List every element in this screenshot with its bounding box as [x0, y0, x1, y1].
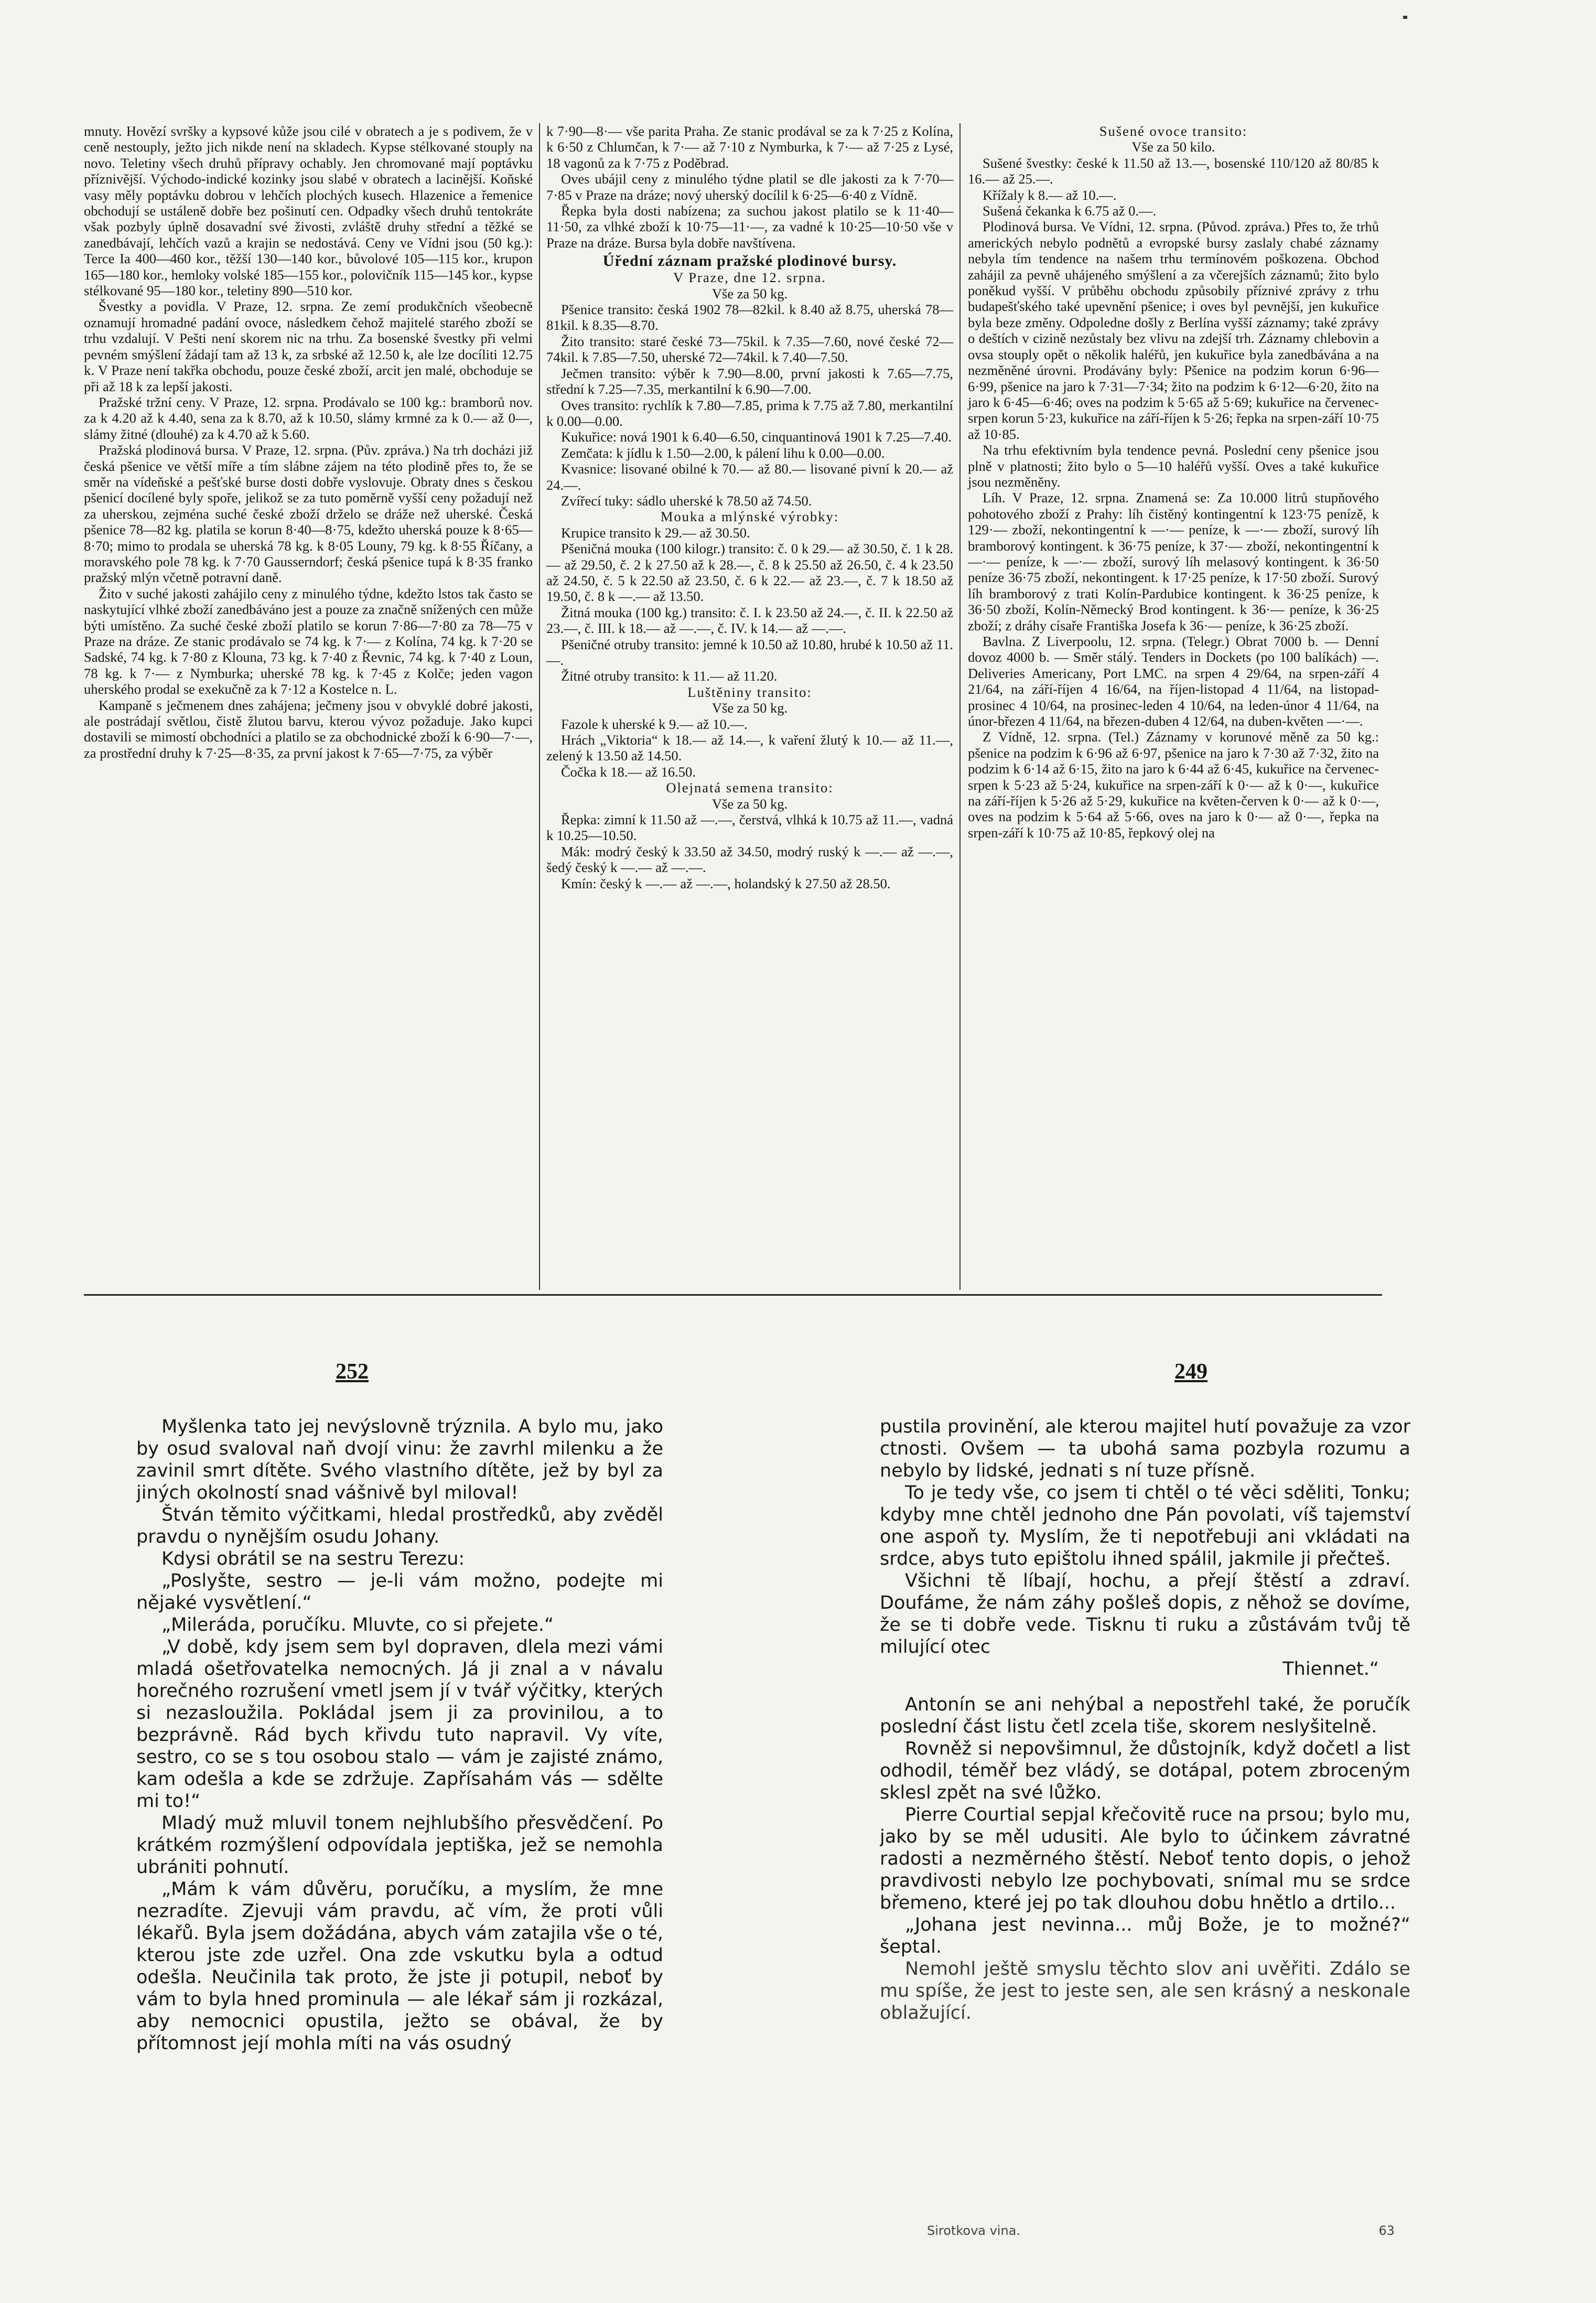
- report-paragraph: Žito v suché jakosti zahájilo ceny z minulého týdne, kdežto lstos tak často se naskytující vlhké zboží zanedbáváno jest a pouze za značně snížených cen může býti umístěno. Za suché české zboží platilo se korun 7·86—7·80 za 78—75 v Praze na dráze. Ze stanic prodávalo se 74 kg. k 7·— z Kolína, 74 kg. k 7·20 se Sadské, 74 kg. k 7·80 z Klouna, 73 kg. k 7·40 z Řevnic, 74 kg. k 7·40 z Loun, 78 kg. k 7·— z Nymburka; uherské 78 kg. k 7·45 z Kolče; jeden vagon uherského prodal se exekučně za k 7·12 a Kostelce n. L.: [84, 585, 533, 697]
- price-line: Žitná mouka (100 kg.) transito: č. I. k 23.50 až 24.—, č. II. k 22.50 až 23.—, č. III. k 18.— až —.—, č. IV. k 14.— až —.—.: [546, 604, 953, 637]
- report-paragraph: Pražská plodinová bursa. V Praze, 12. srpna. (Pův. zpráva.) Na trh docházi již česká pšenice ve větší míře a tím slábne zájem na této plodině přes to, že se směr na vídeňské a pešťské burse dosti dobře vyslovuje. Obraty dnes s českou pšenicí docílené byly spoře, jelikož se za tuto poměrně vyšší ceny požadují než za uherskou, zejména suché české zboží drželo se dráže než uherské. Česká pšenice 78—82 kg. platila se korun 8·40—8·75, kdežto uherská pouze k 8·65—8·70; mimo to prodala se uherská 78 kg. k 8·05 Louny, 79 kg. k 8·55 Říčany, a moravského pole 78 kg. k 7·70 Gausserndorf; česká pšenice tupá k 8·35 franko pražský mlýn včetně potravní daně.: [84, 442, 533, 586]
- price-line: Pšeničná mouka (100 kilogr.) transito: č. 0 k 29.— až 30.50, č. 1 k 28.— až 29.50, č. 2 k 27.50 až k 28.—, č. 8 k 25.50 až 26.50, č. 4 k 23.50 až 24.50, č. 5 k 22.50 až 23.50, č. 6 k 22.— až 23.—, č. 7 k 18.50 až 19.50, č. 8 k —.— až 13.50.: [546, 541, 953, 605]
- novel-paragraph: To je tedy vše, co jsem ti chtěl o té věci sděliti, Tonku; kdyby mne chtěl jednoho dne Pán povolati, víš tajemství one aspoň ty. Myslím, že ti nepotřebuji ani vkládati na srdce, abys tuto epištolu ihned spálil, jakmile ji přečteš.: [880, 1482, 1410, 1569]
- page-number-left: 252: [336, 1360, 369, 1384]
- price-line: Pšeničné otruby transito: jemné k 10.50 až 10.80, hrubé k 10.50 až 11.—.: [546, 636, 953, 668]
- subheading: Luštěniny transito:: [687, 684, 812, 700]
- report-column-2: [539, 123, 959, 1290]
- subheading: Olejnatá semena transito:: [666, 780, 834, 796]
- section-divider: [84, 1294, 1382, 1296]
- page-number-right: 249: [1174, 1360, 1207, 1384]
- novel-paragraph: „Mileráda, poručíku. Mluvte, co si přejete.“: [161, 1615, 554, 1635]
- feuilleton-column-left: [136, 1416, 663, 2223]
- footer-sheet-number: 63: [1378, 2223, 1395, 2238]
- price-line: Pšenice transito: česká 1902 78—82kil. k 8.40 až 8.75, uherská 78—81kil. k 8.35—8.70.: [546, 302, 953, 333]
- print-speck: [1403, 16, 1407, 19]
- report-column-1: [84, 123, 539, 1290]
- price-line: Křížaly k 8.— až 10.—.: [983, 187, 1117, 203]
- market-report: [84, 123, 1379, 1290]
- letter-signature-line: [880, 1658, 1410, 1680]
- feuilleton-column-right: [880, 1416, 1410, 2223]
- novel-paragraph: Nemohl ještě smyslu těchto slov ani uvěřiti. Zdálo se mu spíše, že jest to jeste sen, ale sen krásný a neskonale oblažující.: [880, 1958, 1410, 2024]
- subheading: Sušené ovoce transito:: [1099, 123, 1248, 139]
- price-line: Řepka: zimní k 11.50 až —.—, čerstvá, vlhká k 10.75 až 11.—, vadná k 10.25—10.50.: [546, 812, 953, 844]
- price-line: Zvířecí tuky: sádlo uherské k 78.50 až 74.50.: [561, 492, 812, 509]
- price-line: Fazole k uherské k 9.— až 10.—.: [561, 716, 748, 732]
- report-paragraph: Líh. V Praze, 12. srpna. Znamená se: Za 10.000 litrů stupňového pohotového zboží z Prahy: líh čistěný kontingentní k 123·75 penízě, k 129·— zboží, nekontingentní k —·— peníze, k —·— zboží, surový líh bramborový kontingent. k 36·75 peníze, k 37·— zboží, nekontingentní k —·— peníze, k —·— zboží, surový líh melasový kontingent. k 36·50 peníze 36·75 zboží, nekontingent. k 17·25 peníze, k 17·50 zboží. Surový líh bramborový z trati Kolín-Pardubice kontingent. k 36·25 peníze, k 36·50 zboží, Kolín-Německý Brod kontingent. k 36·— peníze, k 36·25 zboží; z dráhy císaře Františka Josefa k 36·— peníze, k 36·25 zboží.: [968, 490, 1379, 633]
- novel-paragraph: Štván těmito výčitkami, hledal prostředků, aby zvěděl pravdu o nynějším osudu Johany.: [136, 1504, 663, 1547]
- report-paragraph: Švestky a povidla. V Praze, 12. srpna. Ze zemí produkčních všeobecně oznamují hromadné padání ovoce, následkem čehož majitelé starého zboží se trhu vzdalují. V Pešti není skorem nic na trhu. Za bosenské švestky při velmi pevném smýšlení žádají tam až 13 k, za srbské až 12.50 k, ale lze docíliti 12.75 k. V Praze není takřka obchodu, pouze české zboží, arcit jen malé, obchoduje se při až 18 k za lepší jakosti.: [84, 298, 533, 394]
- report-paragraph: mnuty. Hovězí svršky a kypsové kůže jsou cilé v obratech a je s podivem, že v ceně nestouply, ježto jich nikde není na skladech. Kypse stélkované stouply na novo. Teletiny všech druhů přípravy ochably. Jen chromované mají poptávku příznivější. Východo-indické kozinky jsou slabé v obratech a lacinější. Koňské vasy měly poptávku dobrou v lehčích plochých kusech. Hlazenice a řemenice obchodují se ustáleně dobře bez pošinutí cen. Odpadky všech druhů tentokráte však pozbyly úplně dosavadní své živosti, zvláště druhy střední a těžké se zanedbávají, lehčích vazů a krajin se nedostává. Ceny ve Vídni jsou (50 kg.): Terce Ia 400—460 kor., těžší 130—140 kor., bůvolové 105—115 kor., krupon 165—180 kor., hemloky volské 185—155 kor., polovičník 115—145 kor., kypse stélkované 95—180 kor., teletiny 890—510 kor.: [84, 123, 533, 299]
- unit-note: Vše za 50 kg.: [711, 285, 788, 302]
- price-line: Sušená čekanka k 6.75 až 0.—.: [983, 203, 1157, 219]
- footer-title: Sirotkova vina.: [927, 2223, 1021, 2238]
- novel-paragraph: pustila provinění, ale kterou majitel hutí považuje za vzor ctnosti. Ovšem — ta ubohá sama pozbyla rozumu a nebylo by lidské, jednati s ní tuze přísně.: [880, 1416, 1410, 1481]
- report-column-3: [959, 123, 1379, 1290]
- price-line: Kvasnice: lisované obilné k 70.— až 80.— lisované pivní k 20.— až 24.—.: [546, 461, 953, 493]
- price-line: Žito transito: staré české 73—75kil. k 7.35—7.60, nové české 72—74kil. k 7.85—7.50, uherské 72—74kil. k 7.40—7.50.: [546, 333, 953, 365]
- price-line: Krupice transito k 29.— až 30.50.: [561, 524, 750, 541]
- letter-signature: Thiennet.“: [1282, 1659, 1379, 1680]
- report-paragraph: Plodinová bursa. Ve Vídni, 12. srpna. (Původ. zpráva.) Přes to, že trhů amerických nebylo podnětů a evropské bursy zaslaly chabé záznamy nebyla tím tendence na našem trhu termínovém poškozena. Obchod zahájil za pevně uhájeného smýšlení a za včerejších záznamů; žito bylo poněkud vyšší. V průběhu obchodu způsobily příznivé zprávy z trhu budapešťského také upevnění pšenice; i oves byl pevnější, jen kukuřice byla beze změny. Odpoledne došly z Berlína vyšší záznamy; také zprávy o deštích v cizině nezůstaly bez vlivu na zdejší trh. Záznamy chlebovin a ovsa stouply opět o několik haléřů, jen kukuřice byla zanedbávána a na nezměněné úrovni. Prodávány byly: Pšenice na podzim korun 6·96—6·99, pšenice na jaro k 7·31—7·34; žito na podzim k 6·12—6·20, žito na jaro k 6·45—6·46; oves na podzim k 5·65 až 5·69; kukuřice na červenec-srpen korun 5·23, kukuřice na září-říjen k 5·26; řepka na srpen-září 10·75 až 10·85.: [968, 219, 1379, 442]
- novel-paragraph: „Poslyšte, sestro — je-li vám možno, podejte mi nějaké vysvětlení.“: [136, 1570, 663, 1613]
- report-paragraph: k 7·90—8·— vše parita Praha. Ze stanic prodával se za k 7·25 z Kolína, k 6·50 z Chlumčan, k 7·— až 7·10 z Nymburka, k 7·— až 7·25 z Lysé, 18 vagonů za k 7·75 z Poděbrad.: [546, 123, 953, 171]
- report-paragraph: Oves ubájil ceny z minulého týdne platil se dle jakosti za k 7·70—7·85 v Praze na dráze; nový uherský docílil k 6·25—6·40 z Vídně.: [546, 171, 953, 203]
- report-paragraph: Na trhu efektivním byla tendence pevná. Poslední ceny pšenice jsou plně v platnosti; žito bylo o 5—10 haléřů vyšší. Oves a také kukuřice jsou nezměněny.: [968, 442, 1379, 490]
- price-line: Mák: modrý český k 33.50 až 34.50, modrý ruský k —.— až —.—, šedý český k —.— až —.—.: [546, 843, 953, 876]
- novel-paragraph: Myšlenka tato jej nevýslovně trýznila. A bylo mu, jako by osud svaloval naň dvojí vinu: že zavrhl milenku a že zavinil smrt dítěte. Svého vlastního dítěte, jež by byl za jiných okolností snad vášnivě byl miloval!: [136, 1416, 663, 1503]
- novel-paragraph: Pierre Courtial sepjal křečovitě ruce na prsou; bylo mu, jako by se měl udusiti. Ale bylo to účinkem závratné radosti a nezměrného štěstí. Neboť tento dopis, o jehož pravdivosti nebylo lze pochybovati, snímal mu se srdce břemeno, které jej po tak dlouhou dobu hnětlo a drtilo...: [880, 1804, 1410, 1913]
- unit-note: Vše za 50 kilo.: [1131, 139, 1215, 155]
- novel-paragraph: „Johana jest nevinna... můj Bože, je to možné?“ šeptal.: [880, 1914, 1410, 1957]
- price-line: Ječmen transito: výběr k 7.90—8.00, první jakosti k 7.65—7.75, střední k 7.25—7.35, merkantilní k 6.90—7.00.: [546, 365, 953, 397]
- unit-note: Vše za 50 kg.: [711, 700, 788, 716]
- price-line: Žitné otruby transito: k 11.— až 11.20.: [561, 668, 778, 684]
- subheading: Mouka a mlýnské výrobky:: [660, 509, 839, 525]
- report-paragraph: Bavlna. Z Liverpoolu, 12. srpna. (Telegr.) Obrat 7000 b. — Denní dovoz 4000 b. — Směr stálý. Tenders in Dockets (po 100 balíkách) —. Deliveries Americany, Port LMC. na srpen 4 29/64, na srpen-září 4 21/64, na září-říjen 4 16/64, na říjen-listopad 4 11/64, na listopad-prosinec 4 10/64, na prosinec-leden 4 10/64, na leden-únor 4 11/64, na únor-březen 4 11/64, na březen-duben 4 12/64, na duben-květen —·—.: [968, 633, 1379, 729]
- price-line: Kmín: český k —.— až —.—, holandský k 27.50 až 28.50.: [561, 875, 891, 891]
- price-line: Sušené švestky: české k 11.50 až 13.—, bosenské 110/120 až 80/85 k 16.— až 25.—.: [968, 155, 1379, 187]
- price-line: Zemčata: k jídlu k 1.50—2.00, k pálení lihu k 0.00—0.00.: [561, 445, 885, 461]
- feuilleton-footer: [880, 2223, 1410, 2238]
- novel-paragraph: „Mám k vám důvěru, poručíku, a myslím, že mne nezradíte. Zjevuji vám pravdu, ač vím, že proti vůli lékařů. Byla jsem dožádána, abych vám zatajila vše o té, kterou jste zde uzřel. Ona zde vskutku byla a odtud odešla. Neučinila tak proto, že jste ji potupil, neboť by vám to byla hned prominula — ale lékař sám ji rozkázal, aby nemocnici opustila, ježto se obával, že by přítomnost její mohla míti na vás osudný: [136, 1879, 663, 2054]
- novel-paragraph: „V době, kdy jsem sem byl dopraven, dlela mezi vámi mladá ošetřovatelka nemocných. Já ji znal a v návalu horečného rozrušení vmetl jsem jí v tvář výčitky, kterých si nezasloužila. Pokládal jsem ji za provinilou, a to bezprávně. Rád bych křivdu tuto napravil. Vy víte, sestro, co se s tou osobou stalo — vám je zajisté známo, kam odešla a kde se zdržuje. Zapřísahám vás — sdělte mi to!“: [136, 1637, 663, 1812]
- novel-paragraph: Rovněž si nepovšimnul, že důstojník, když dočetl a list odhodil, téměř bez vládý, se dotápal, potem zbroceným sklesl zpět na své lůžko.: [880, 1738, 1410, 1803]
- section-heading: Úřední záznam pražské plodinové bursy.: [602, 252, 897, 270]
- novel-paragraph: Kdysi obrátil se na sestru Terezu:: [161, 1548, 465, 1569]
- price-line: Oves transito: rychlík k 7.80—7.85, prima k 7.75 až 7.80, merkantilní k 0.00—0.00.: [546, 397, 953, 429]
- report-paragraph: Řepka byla dosti nabízena; za suchou jakost platilo se k 11·40—11·50, za vlhké zboží k 10·75—11·—, za vadné k 10·25—10·50 vše v Praze na dráze. Bursa byla dobře navštívena.: [546, 203, 953, 251]
- report-paragraph: Kampaně s ječmenem dnes zahájena; ječmeny jsou v obvyklé dobré jakosti, ale postrádají světlou, čistě žlutou barvu, kterou vývoz požaduje. Jako kupci dostavili se mimostí obchodníci a platilo se za obchodnické zboží k 6·90—7·—, za prostřední druhy k 7·25—8·35, za první jakost k 7·65—7·75, za výběr: [84, 697, 533, 761]
- report-paragraph: Z Vídně, 12. srpna. (Tel.) Záznamy v korunové měně za 50 kg.: pšenice na podzim k 6·96 až 6·97, pšenice na jaro k 7·30 až 7·32, žito na podzim k 6·14 až 6·15, žito na jaro k 6·44 až 6·45, kukuřice na červenec-srpen k 5·23 až 5·24, kukuřice na srpen-září k 0·— až k 0·—, kukuřice na září-říjen k 5·26 až 5·29, kukuřice na květen-červen k 0·— až k 0·—, oves na podzim k 5·64 až 5·66, oves na jaro k 0·— až 0·—, řepka na srpen-září k 10·75 až 10·85, řepkový olej na: [968, 729, 1379, 841]
- report-paragraph: Pražské tržní ceny. V Praze, 12. srpna. Prodávalo se 100 kg.: bramborů nov. za k 4.20 až k 4.40, sena za k 8.70, až k 10.50, slámy krmné za k 0.— až 0—, slámy žitné (dlouhé) za k 4.70 až k 5.60.: [84, 394, 533, 442]
- unit-note: Vše za 50 kg.: [711, 795, 788, 812]
- price-line: Čočka k 18.— až 16.50.: [561, 763, 696, 780]
- dateline: V Praze, dne 12. srpna.: [673, 270, 827, 286]
- novel-paragraph: Mladý muž mluvil tonem nejhlubšího přesvědčení. Po krátkém rozmýšlení odpovídala jeptiška, jež se nemohla ubrániti pohnutí.: [136, 1813, 663, 1878]
- price-line: Kukuřice: nová 1901 k 6.40—6.50, cinquantinová 1901 k 7.25—7.40.: [561, 429, 952, 445]
- novel-paragraph: Antonín se ani nehýbal a nepostřehl také, že poručík poslední část listu četl zcela tiše, skorem neslyšitelně.: [880, 1694, 1410, 1737]
- novel-paragraph: Všichni tě líbají, hochu, a přejí štěstí a zdraví. Doufáme, že nám záhy pošleš dopis, z něhož se dovíme, že se ti dobře vede. Tisknu ti ruku a zůstávám tvůj tě milující otec: [880, 1570, 1410, 1658]
- price-line: Hrách „Viktoria“ k 18.— až 14.—, k vaření žlutý k 10.— až 11.—, zelený k 13.50 až 14.50.: [546, 732, 953, 764]
